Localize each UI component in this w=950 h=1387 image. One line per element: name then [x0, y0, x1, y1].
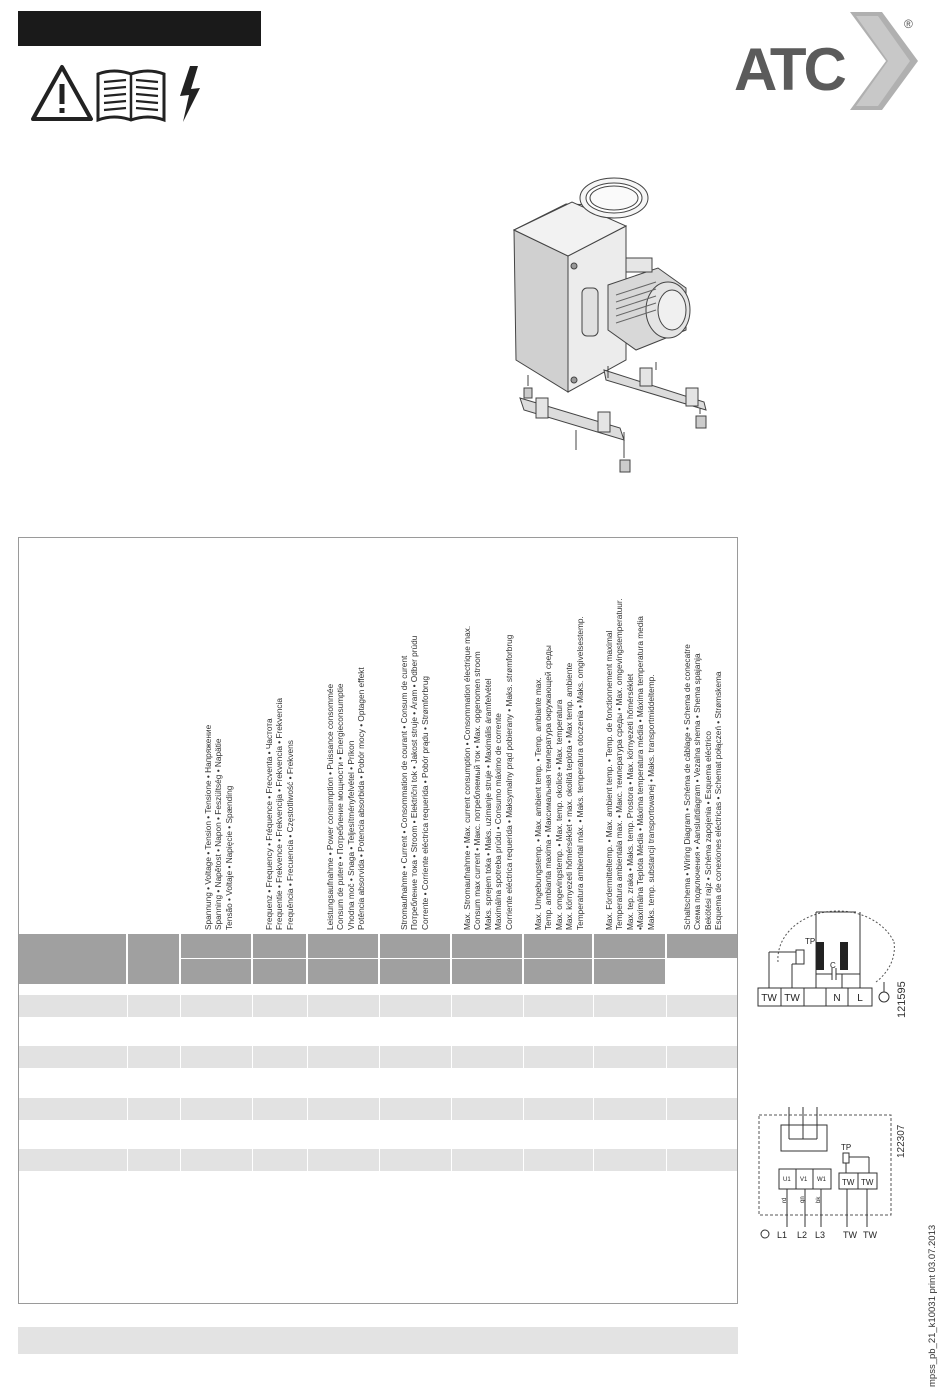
svg-text:C: C	[830, 961, 836, 970]
product-illustration	[508, 170, 723, 480]
registered-mark: ®	[904, 17, 913, 31]
diagram-code: 122307	[896, 1124, 907, 1158]
table-header-voltage	[181, 934, 251, 984]
svg-text:TP: TP	[805, 937, 816, 946]
svg-text:L: L	[857, 993, 863, 1004]
electric-hazard-icon	[180, 66, 200, 122]
svg-text:N: N	[833, 993, 841, 1004]
table-header-col	[128, 934, 179, 984]
table-header-model	[19, 934, 126, 984]
svg-text:L3: L3	[815, 1230, 826, 1240]
svg-text:L1: L1	[777, 1230, 788, 1240]
table-header-max-current	[452, 934, 522, 984]
manual-book-icon	[98, 71, 164, 120]
svg-text:TW: TW	[863, 1230, 877, 1240]
svg-text:TW: TW	[761, 993, 777, 1004]
warning-triangle-icon	[33, 67, 91, 119]
footer-band	[18, 1327, 738, 1354]
wiring-diagram-single-phase: TW TW N L TP C AUX MAIN	[756, 902, 906, 1007]
wiring-diagram-three-phase: U1 V1 W1 TW TW TP L1 L2 L3 TW TW rd gn bk	[755, 1107, 895, 1242]
svg-text:V1: V1	[800, 1177, 808, 1183]
diagram-code: 121595	[896, 981, 908, 1018]
svg-text:TW: TW	[843, 1230, 857, 1240]
svg-text:TW: TW	[784, 993, 800, 1004]
header-divider	[181, 958, 665, 959]
atc-logo	[732, 8, 922, 114]
svg-text:TW: TW	[861, 1178, 874, 1187]
table-header-frequency	[253, 934, 306, 984]
header-title-bar	[18, 11, 261, 46]
table-header-medium-temp	[594, 934, 665, 984]
svg-text:L2: L2	[797, 1230, 808, 1240]
table-header-current	[380, 934, 450, 984]
svg-text:TW: TW	[842, 1178, 855, 1187]
print-info: mpss_pb_21_k10031 print 03.07.2013	[927, 1224, 938, 1387]
table-header-power	[308, 934, 378, 984]
svg-text:TP: TP	[841, 1143, 852, 1152]
table-header-wiring	[667, 934, 737, 958]
safety-icons	[30, 64, 210, 124]
table-header-ambient-temp	[524, 934, 592, 984]
logo-text: ATC	[734, 36, 844, 103]
svg-text:W1: W1	[817, 1177, 826, 1183]
svg-text:U1: U1	[783, 1177, 791, 1183]
